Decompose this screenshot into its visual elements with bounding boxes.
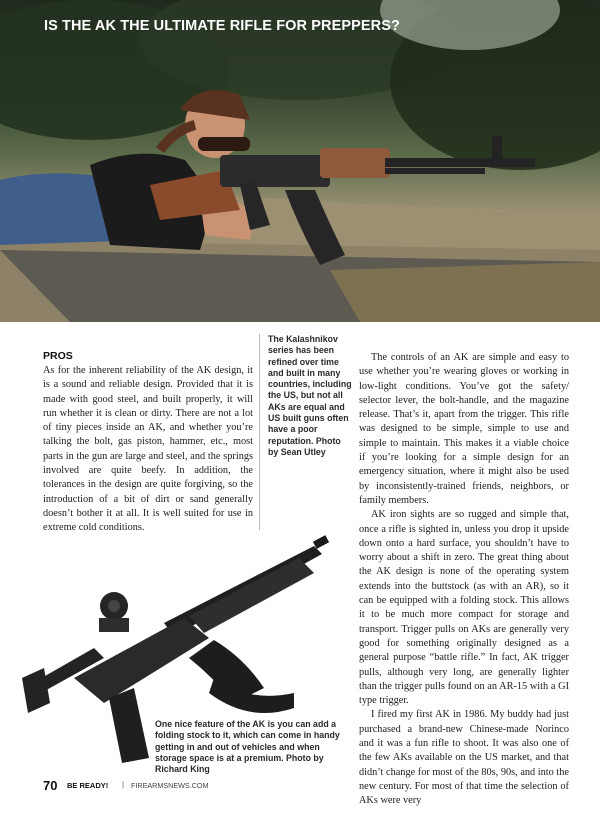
hero-photo [0,0,600,322]
pros-body-column [43,364,253,536]
right-text-column [359,351,569,809]
page-number: 70 [43,778,58,793]
article-title: IS THE AK THE ULTIMATE RIFLE FOR PREPPERS? [44,18,400,34]
magazine-brand: BE READY! [67,781,109,790]
hero-photo-caption: The Kalashnikov series has been refined over time and built in many countries, including the US, but not all AKs are equal and US built guns often have a poor reputation. Photo by Sean Utley [268,334,352,457]
column-divider [259,334,260,530]
pros-paragraph: As for the inherent reliability of the AK design, it is a sound and reliable design. Provided that it is made with good steel, and built properly, it will run whether it is clean or dirty. There are not a lot of tiny pieces inside an AK, and whether you’re talking the bolt, gas piston, hammer, etc., most parts in the gun are large and steel, and the springs involved are quite beefy. In addition, the tolerances in the design are quite forgiving, so the introduction of a bit of dirt or sand generally doesn’t bother it at all. It is well suited for use in extreme cold conditions. [43,365,253,534]
rifle-photo-caption: One nice feature of the AK is you can add a folding stock to it, which can come in handy getting in and out of vehicles and when storage space is at a premium. Photo by Richard King [155,719,340,775]
hero-photo-illustration [0,0,600,322]
website-url: FIREARMSNEWS.COM [131,781,209,790]
section-heading-pros: PROS [43,350,73,362]
body-paragraph-iron-sights: AK iron sights are so rugged and simple that, once a rifle is sighted in, unless you drop it upside down onto a hard surface, you shouldn’t have to worry about a shift in zero. The great thing about the AK design is none of the operating system extends into the buttstock (as with an AR), so it can be equipped with a folding stock. This allows it to be much more compact for storage and transport. Trigger pulls on AKs are generally very good for something originally designed as a general purpose “battle rifle.” In fact, AK trigger pulls, although very long, are generally lighter than the trigger pulls found on an AR-15 with a GI type trigger. [359,509,569,707]
body-paragraph-first-ak: I fired my first AK in 1986. My buddy had just purchased a brand-new Chinese-made Norinco and it was a fun rifle to shoot. It was also one of the few AKs available on the US market, and that didn’t change for most of the 80s, 90s, and into the new century. For most of that time the selection of AKs were very [359,709,569,807]
body-paragraph-controls: The controls of an AK are simple and easy to use whether you’re wearing gloves or working in low-light conditions. You’ve got the safety/ selector lever, the bolt-handle, and the magazine release. That’s it, apart from the trigger. This rifle was designed to be simple, simple to use and simple to maintain. This makes it a viable choice if you’re looking for a simple design for an emergency situation, where it might also be used by inconsistently-trained friends, neighbors, or family members. [359,352,569,506]
footer-separator: | [122,780,125,789]
